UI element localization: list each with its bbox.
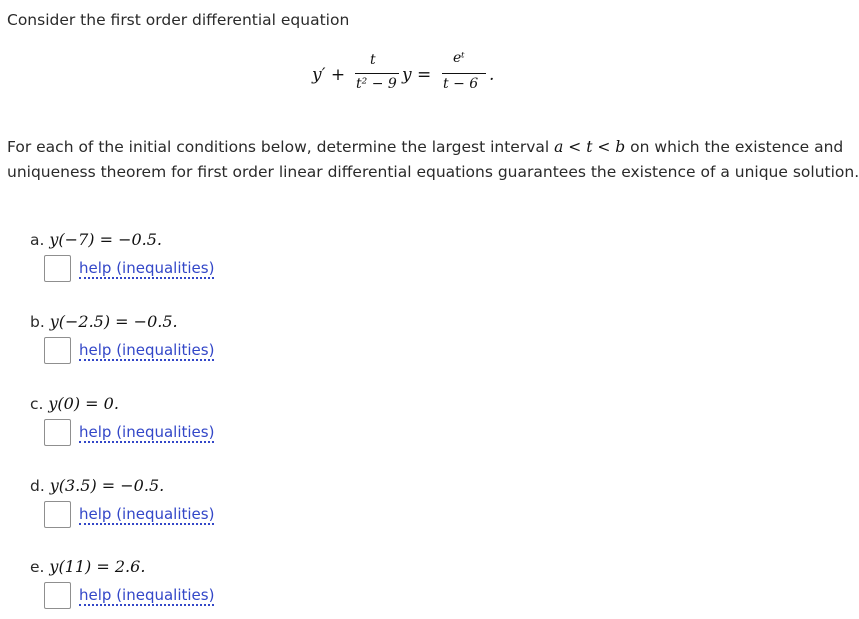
help-inequalities-link[interactable]: help (inequalities) bbox=[79, 341, 215, 359]
equation-middle: y = bbox=[402, 65, 432, 85]
part-a bbox=[30, 230, 215, 285]
question-intro: Consider the first order differential equation bbox=[7, 11, 350, 29]
initial-condition: y(−2.5) = −0.5. bbox=[49, 312, 178, 331]
answer-input[interactable] bbox=[44, 337, 71, 364]
answer-row bbox=[30, 337, 215, 367]
part-label: d. bbox=[30, 477, 45, 495]
help-inequalities-link[interactable]: help (inequalities) bbox=[79, 423, 215, 441]
part-c bbox=[30, 394, 215, 449]
equation-fraction-denominator: t² − 9 bbox=[356, 76, 397, 92]
instructions-line-2: uniqueness theorem for first order linear differential equations guarantees the existence of a unique solution. bbox=[7, 163, 859, 181]
part-a-prompt bbox=[30, 230, 162, 249]
equation-rhs-bar bbox=[442, 73, 486, 74]
instructions-line-1 bbox=[7, 138, 843, 156]
interval-expression: a < t < b bbox=[554, 138, 626, 156]
part-e bbox=[30, 557, 215, 612]
answer-row bbox=[30, 419, 215, 449]
initial-condition: y(3.5) = −0.5. bbox=[49, 476, 165, 495]
differential-equation bbox=[312, 52, 512, 98]
help-inequalities-link[interactable]: help (inequalities) bbox=[79, 259, 215, 277]
answer-row bbox=[30, 582, 215, 612]
part-label: e. bbox=[30, 558, 45, 576]
part-e-prompt bbox=[30, 557, 145, 576]
initial-condition: y(0) = 0. bbox=[48, 394, 119, 413]
part-label: c. bbox=[30, 395, 44, 413]
part-b bbox=[30, 312, 215, 367]
answer-input[interactable] bbox=[44, 419, 71, 446]
part-c-prompt bbox=[30, 394, 119, 413]
initial-condition: y(−7) = −0.5. bbox=[49, 230, 162, 249]
answer-input[interactable] bbox=[44, 255, 71, 282]
initial-condition: y(11) = 2.6. bbox=[49, 557, 146, 576]
equation-fraction-bar bbox=[355, 73, 399, 74]
part-d bbox=[30, 476, 215, 531]
answer-row bbox=[30, 501, 215, 531]
answer-input[interactable] bbox=[44, 582, 71, 609]
answer-input[interactable] bbox=[44, 501, 71, 528]
equation-lhs: y′ + bbox=[312, 65, 346, 85]
equation-fraction-numerator: t bbox=[370, 52, 376, 68]
equation-rhs-numerator: eᵗ bbox=[453, 50, 465, 66]
instructions-text-before: For each of the initial conditions below, determine the largest interval bbox=[7, 138, 550, 156]
part-b-prompt bbox=[30, 312, 178, 331]
answer-row bbox=[30, 255, 215, 285]
instructions-text-after: on which the existence and bbox=[630, 138, 844, 156]
part-label: a. bbox=[30, 231, 45, 249]
help-inequalities-link[interactable]: help (inequalities) bbox=[79, 586, 215, 604]
equation-rhs-denominator: t − 6 bbox=[443, 76, 479, 92]
equation-end: . bbox=[489, 65, 495, 85]
help-inequalities-link[interactable]: help (inequalities) bbox=[79, 505, 215, 523]
part-d-prompt bbox=[30, 476, 164, 495]
part-label: b. bbox=[30, 313, 45, 331]
